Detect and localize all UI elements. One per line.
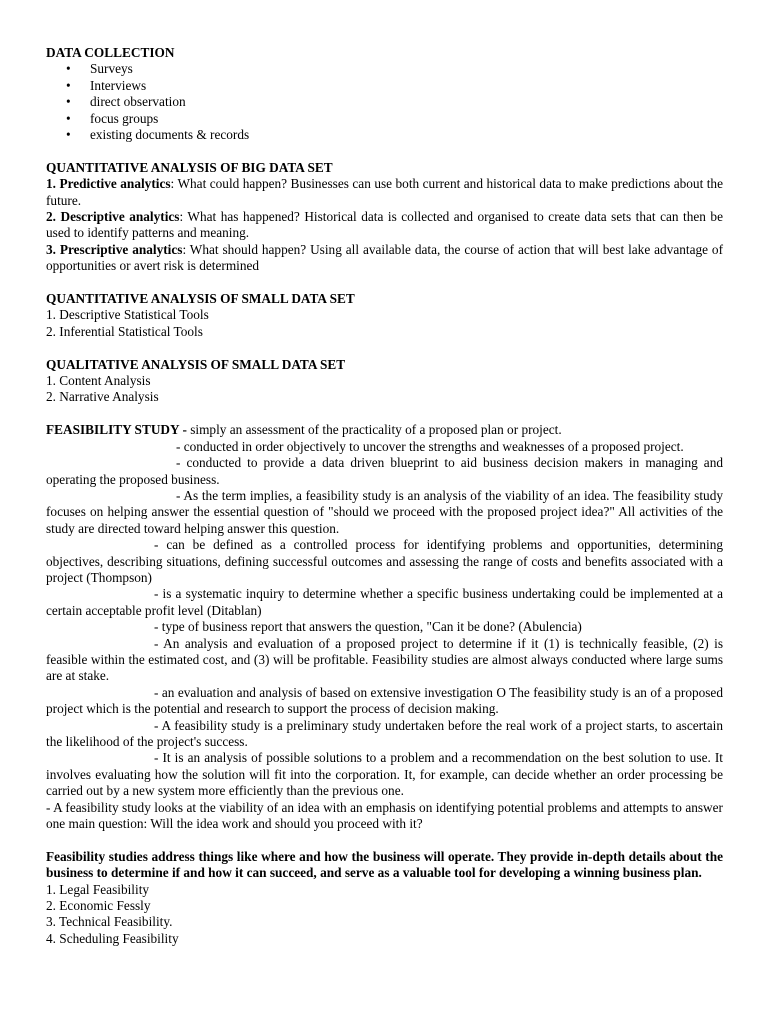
prescriptive-analytics [46, 242, 723, 275]
feasibility-lead [46, 422, 723, 438]
feasibility-term: FEASIBILITY STUDY - [46, 422, 187, 438]
list-item: 2. Narrative Analysis [46, 389, 159, 405]
list-item: 1. Descriptive Statistical Tools [46, 307, 209, 323]
feasibility-definition: - conducted in order objectively to uncover the strengths and weaknesses of a proposed project. [176, 438, 684, 454]
definition: : What should happen? Using all available data, the course of action that will best lake advantage of opportunities or avert risk is determined [46, 241, 724, 274]
feasibility-definition: - An analysis and evaluation of a proposed project to determine if it (1) is technically feasible, (2) is feasible within the estimated cost, and (3) will be profitable. Feasibility studies are almost always conducted where large sums are at stake. [46, 635, 723, 684]
feasibility-definition: - As the term implies, a feasibility study is an analysis of the viability of an idea. The feasibility study focuses on helping answer the essential question of "should we proceed with the proposed project idea?" All activities of the study are directed toward helping answer this question. [46, 487, 723, 536]
list-item: • focus groups [66, 111, 723, 127]
small-qual-heading: QUALITATIVE ANALYSIS OF SMALL DATA SET [46, 356, 346, 372]
feasibility-lead-text: simply an assessment of the practicality of a proposed plan or project. [186, 422, 562, 438]
feasibility-definition: - an evaluation and analysis of based on extensive investigation O The feasibility study is an of a proposed project which is the potential and research to support the process of decision making. [46, 684, 723, 717]
term: 1. Predictive analytics [46, 176, 171, 192]
list-item: 1. Legal Feasibility [46, 881, 150, 897]
feasibility-definition: - type of business report that answers the question, "Can it be done? (Abulencia) [154, 619, 582, 635]
list-item: 2. Inferential Statistical Tools [46, 323, 203, 339]
term: 3. Prescriptive analytics [46, 241, 183, 257]
definition: : What has happened? Historical data is collected and organised to create data sets that can then be used to identify patterns and meaning. [46, 209, 723, 241]
data-collection-heading: DATA COLLECTION [46, 45, 175, 60]
list-item: • Interviews [66, 78, 723, 94]
feasibility-definition: - can be defined as a controlled process for identifying problems and opportunities, determining objectives, describing situations, defining successful outcomes and assessing the range of costs and benefits associated with a project (Thompson) [46, 537, 723, 585]
summary-paragraph: Feasibility studies address things like where and how the business will operate. They provide in-depth details about the business to determine if and how it can succeed, and serve as a valuable tool for developing a winning business plan. [46, 848, 723, 881]
document-page [46, 45, 723, 947]
term: 2. Descriptive analytics [46, 209, 180, 225]
feasibility-definition: - conducted to provide a data driven blueprint to aid business decision makers in managing and operating the proposed business. [46, 455, 723, 487]
data-collection-list [46, 61, 723, 143]
list-item: • Surveys [66, 61, 723, 77]
list-item: 3. Technical Feasibility. [46, 914, 173, 930]
list-item: 2. Economic Fessly [46, 898, 151, 914]
list-item: • existing documents & records [66, 127, 723, 143]
feasibility-last: - A feasibility study looks at the viability of an idea with an emphasis on identifying potential problems and attempts to answer one main question: Will the idea work and should you proceed with it? [46, 799, 723, 832]
list-item: 4. Scheduling Feasibility [46, 930, 179, 946]
descriptive-analytics [46, 209, 723, 242]
feasibility-definition: - It is an analysis of possible solutions to a problem and a recommendation on the best solution to use. It involves evaluating how the solution will fit into the corporation. It, for example, can decide whether an order processing be carried out by a new system more efficiently than the previous one. [46, 750, 723, 799]
big-data-heading: QUANTITATIVE ANALYSIS OF BIG DATA SET [46, 159, 333, 175]
small-quant-heading: QUANTITATIVE ANALYSIS OF SMALL DATA SET [46, 291, 355, 307]
predictive-analytics [46, 176, 723, 209]
feasibility-definition: - A feasibility study is a preliminary study undertaken before the real work of a project starts, to ascertain the likelihood of the project's success. [46, 717, 723, 749]
feasibility-definition: - is a systematic inquiry to determine whether a specific business undertaking could be implemented at a certain acceptable profit level (Ditablan) [46, 586, 723, 618]
list-item: • direct observation [66, 94, 723, 110]
list-item: 1. Content Analysis [46, 373, 151, 389]
definition: : What could happen? Businesses can use both current and historical data to make predictions about the future. [46, 176, 723, 208]
